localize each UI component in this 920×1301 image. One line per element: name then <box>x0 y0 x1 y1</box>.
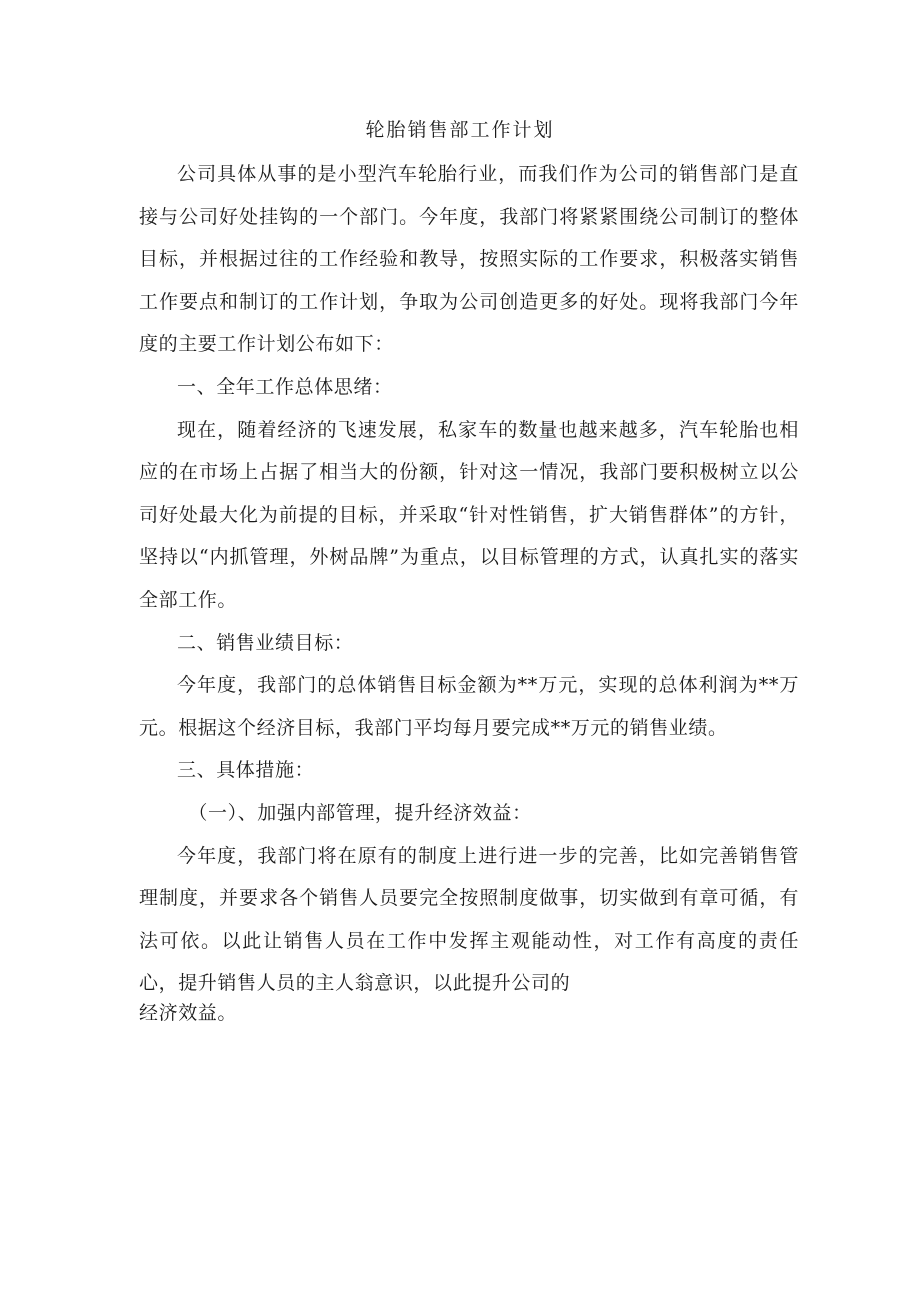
intro-paragraph: 公司具体从事的是小型汽车轮胎行业，而我们作为公司的销售部门是直接与公司好处挂钩的一个部门。今年度，我部门将紧紧围绕公司制订的整体目标，并根据过往的工作经验和教导，按照实际的工作要求，积极落实销售工作要点和制订的工作计划，争取为公司创造更多的好处。现将我部门今年度的主要工作计划公布如下： <box>139 163 799 356</box>
paragraph-internal-management: 今年度，我部门将在原有的制度上进行进一步的完善，比如完善销售管理制度，并要求各个销售人员要完全按照制度做事，切实做到有章可循，有法可依。以此让销售人员在工作中发挥主观能动性，对工作有高度的责任心，提升销售人员的主人翁意识，以此提升公司的 <box>139 844 799 995</box>
paragraph-overall-approach: 现在，随着经济的飞速发展，私家车的数量也越来越多，汽车轮胎也相应的在市场上占据了相当大的份额，针对这一情况，我部门要积极树立以公司好处最大化为前提的目标，并采取“针对性销售，扩大销售群体”的方针，坚持以“内抓管理，外树品牌”为重点，以目标管理的方式，认真扎实的落实全部工作。 <box>139 418 799 611</box>
paragraph-sales-target: 今年度，我部门的总体销售目标金额为**万元，实现的总体利润为**万元。根据这个经济目标，我部门平均每月要完成**万元的销售业绩。 <box>139 674 799 739</box>
section-heading-3: 三、具体措施： <box>177 759 315 782</box>
paragraph-continuation: 经济效益。 <box>139 1001 238 1024</box>
document-body <box>139 153 799 1027</box>
section-heading-1: 一、全年工作总体思绪： <box>177 375 393 398</box>
document-title: 轮胎销售部工作计划 <box>365 119 555 141</box>
subsection-heading-1: （一）、加强内部管理，提升经济效益： <box>188 801 532 824</box>
section-heading-2: 二、销售业绩目标： <box>177 631 354 654</box>
